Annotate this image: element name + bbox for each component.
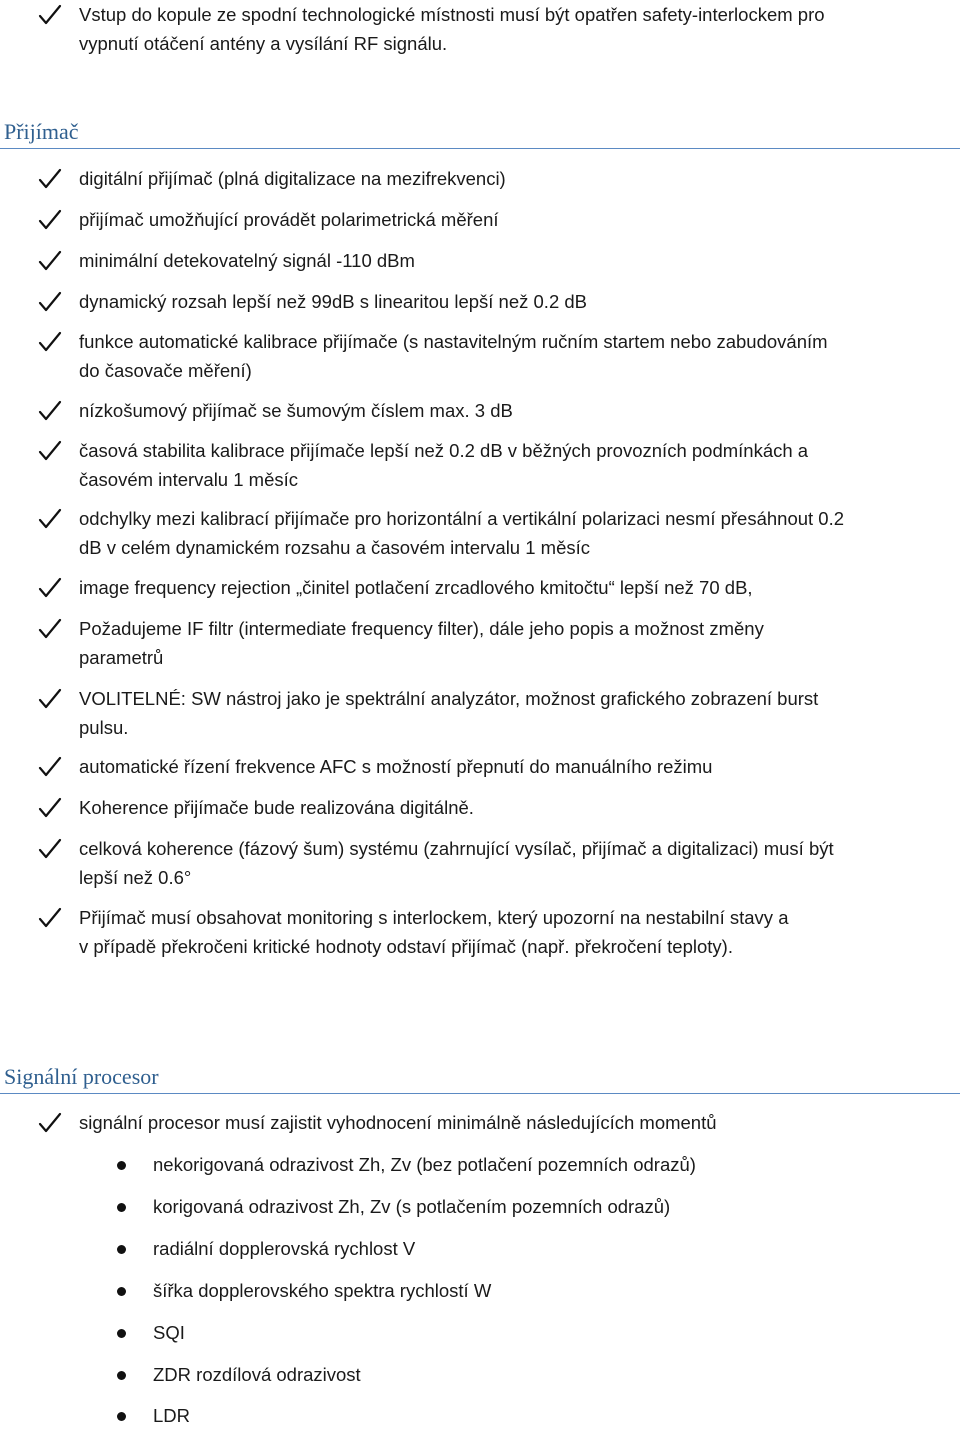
receiver-item-text [79, 504, 960, 562]
moment-item-text: korigovaná odrazivost Zh, Zv (s potlačením pozemních odrazů) [153, 1196, 671, 1217]
bullet-dot-icon [117, 1287, 126, 1296]
bullet-dot-icon [117, 1245, 126, 1254]
bullet-dot-icon [117, 1412, 126, 1421]
checkmark-icon [38, 1112, 62, 1134]
checkmark-icon [38, 508, 62, 530]
processor-section-heading: Signální procesor [4, 1064, 159, 1089]
receiver-section-heading: Přijímač [4, 119, 79, 144]
intro-item-line1: Vstup do kopule ze spodní technologické místnosti musí být opatřen safety-interlockem pro [79, 4, 825, 25]
receiver-item-text [79, 164, 960, 193]
checkmark-icon [38, 797, 62, 819]
receiver-item-line1: Požadujeme IF filtr (intermediate frequency filter), dále jeho popis a možnost změny [79, 618, 764, 639]
receiver-item-line1: automatické řízení frekvence AFC s možností přepnutí do manuálního režimu [79, 756, 713, 777]
receiver-item-line2: časovém intervalu 1 měsíc [79, 469, 299, 490]
checkmark-icon [38, 688, 62, 710]
checkmark-icon [38, 756, 62, 778]
receiver-item-line1: Přijímač musí obsahovat monitoring s interlockem, který upozorní na nestabilní stavy a [79, 907, 789, 928]
moment-item-text: SQI [153, 1322, 185, 1343]
receiver-item-text [79, 436, 960, 494]
bullet-dot-icon [117, 1329, 126, 1338]
intro-item-text [79, 0, 960, 58]
receiver-item-text [79, 573, 960, 602]
checkmark-icon [38, 168, 62, 190]
receiver-item-text [79, 287, 960, 316]
checkmark-icon [38, 209, 62, 231]
checkmark-icon [38, 618, 62, 640]
intro-item-line2: vypnutí otáčení antény a vysílání RF signálu. [79, 33, 448, 54]
receiver-item-line1: digitální přijímač (plná digitalizace na mezifrekvenci) [79, 168, 506, 189]
receiver-item-text [79, 793, 960, 822]
receiver-item-line1: minimální detekovatelný signál -110 dBm [79, 250, 415, 271]
bullet-dot-icon [117, 1203, 126, 1212]
checkmark-icon [38, 838, 62, 860]
receiver-item-line2: pulsu. [79, 717, 129, 738]
receiver-item-line1: funkce automatické kalibrace přijímače (s nastavitelným ručním startem nebo zabudováním [79, 331, 828, 352]
receiver-item-text [79, 614, 960, 672]
checkmark-icon [38, 291, 62, 313]
bullet-dot-icon [117, 1161, 126, 1170]
receiver-item-line2: do časovače měření) [79, 360, 252, 381]
receiver-item-line1: nízkošumový přijímač se šumovým číslem max. 3 dB [79, 400, 513, 421]
checkmark-icon [38, 331, 62, 353]
processor-item-text: signální procesor musí zajistit vyhodnocení minimálně následujících momentů [79, 1112, 717, 1133]
moment-item-text: nekorigovaná odrazivost Zh, Zv (bez potlačení pozemních odrazů) [153, 1154, 696, 1175]
receiver-item-text [79, 246, 960, 275]
receiver-item-line1: image frequency rejection „činitel potlačení zrcadlového kmitočtu“ lepší než 70 dB, [79, 577, 753, 598]
receiver-item-text [79, 752, 960, 781]
receiver-item-text [79, 205, 960, 234]
checkmark-icon [38, 400, 62, 422]
receiver-item-text [79, 396, 960, 425]
receiver-item-text [79, 834, 960, 892]
receiver-item-line1: Koherence přijímače bude realizována digitálně. [79, 797, 474, 818]
checkmark-icon [38, 440, 62, 462]
receiver-item-line1: časová stabilita kalibrace přijímače lepší než 0.2 dB v běžných provozních podmínkách a [79, 440, 809, 461]
receiver-item-line1: přijímač umožňující provádět polarimetrická měření [79, 209, 499, 230]
moment-item-text: šířka dopplerovského spektra rychlostí W [153, 1280, 492, 1301]
checkmark-icon [38, 4, 62, 26]
receiver-item-text [79, 903, 960, 961]
receiver-item-line1: celková koherence (fázový šum) systému (zahrnující vysílač, přijímač a digitalizaci) musí být [79, 838, 834, 859]
checkmark-icon [38, 577, 62, 599]
moment-item-text: radiální dopplerovská rychlost V [153, 1238, 416, 1259]
receiver-item-line1: dynamický rozsah lepší než 99dB s linearitou lepší než 0.2 dB [79, 291, 588, 312]
receiver-item-line1: VOLITELNÉ: SW nástroj jako je spektrální analyzátor, možnost grafického zobrazení burst [79, 688, 819, 709]
receiver-item-line2: dB v celém dynamickém rozsahu a časovém intervalu 1 měsíc [79, 537, 591, 558]
receiver-item-text [79, 327, 960, 385]
moment-item-text: ZDR rozdílová odrazivost [153, 1364, 361, 1385]
receiver-item-line2: parametrů [79, 647, 164, 668]
moment-item-text: LDR [153, 1405, 191, 1426]
receiver-item-text [79, 684, 960, 742]
receiver-item-line1: odchylky mezi kalibrací přijímače pro horizontální a vertikální polarizaci nesmí přesáhnout 0.2 [79, 508, 845, 529]
processor-heading-rule [0, 1093, 960, 1094]
receiver-item-line2: lepší než 0.6° [79, 867, 192, 888]
checkmark-icon [38, 907, 62, 929]
bullet-dot-icon [117, 1371, 126, 1380]
checkmark-icon [38, 250, 62, 272]
receiver-item-line2: v případě překročeni kritické hodnoty odstaví přijímač (např. překročení teploty). [79, 936, 733, 957]
receiver-heading-rule [0, 148, 960, 149]
